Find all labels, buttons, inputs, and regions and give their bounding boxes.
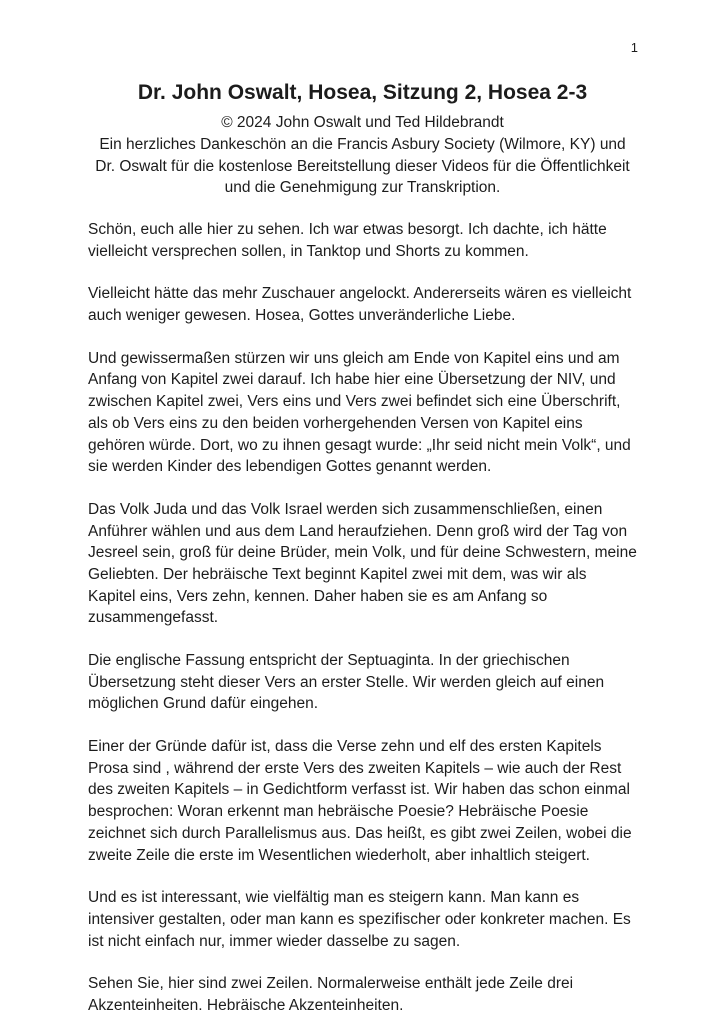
page-title: Dr. John Oswalt, Hosea, Sitzung 2, Hosea 2-3 [137, 81, 588, 104]
paragraph: Vielleicht hätte das mehr Zuschauer angelockt. Andererseits wären es vielleicht auch weniger gewesen. Hosea, Gottes unveränderliche Liebe. [88, 285, 632, 325]
paragraph: Schön, euch alle hier zu sehen. Ich war etwas besorgt. Ich dachte, ich hätte vielleicht versprechen sollen, in Tanktop und Shorts zu kommen. [88, 221, 607, 260]
document-header [88, 80, 637, 199]
paragraph: Das Volk Juda und das Volk Israel werden sich zusammenschließen, einen Anführer wählen und aus dem Land heraufziehen. Denn groß wird der Tag von Jesreel sein, groß für deine Brüder, mein Volk, und für deine Schwestern, meine Geliebten. Der hebräische Text beginnt Kapitel zwei mit dem, was wir als Kapitel eins, Vers zehn, kennen. Daher haben sie es am Anfang so zusammengefasst. [88, 500, 637, 627]
paragraph: Sehen Sie, hier sind zwei Zeilen. Normalerweise enthält jede Zeile drei Akzenteinheiten. Hebräische Akzenteinheiten. [88, 975, 574, 1014]
paragraph: Und gewissermaßen stürzen wir uns gleich am Ende von Kapitel eins und am Anfang von Kapitel zwei darauf. Ich habe hier eine Übersetzung der NIV, und zwischen Kapitel zwei, Vers eins und Vers zwei befindet sich eine Überschrift, als ob Vers eins zu den beiden vorhergehenden Versen von Kapitel eins gehören würde. Dort, wo zu ihnen gesagt wurde: „Ihr seid nicht mein Volk“, und sie werden Kinder des lebendigen Gottes genannt werden. [88, 349, 631, 476]
paragraph: Die englische Fassung entspricht der Septuaginta. In der griechischen Übersetzung steht dieser Vers an erster Stelle. Wir werden gleich auf einen möglichen Grund dafür eingehen. [88, 652, 605, 713]
acknowledgment-text: Ein herzliches Dankeschön an die Francis Asbury Society (Wilmore, KY) und Dr. Oswalt für die kostenlose Bereitstellung dieser Videos für die Öffentlichkeit und die Genehmigung zur Transkription. [95, 135, 630, 197]
copyright-line: © 2024 John Oswalt und Ted Hildebrandt [221, 114, 504, 132]
paragraph: Und es ist interessant, wie vielfältig man es steigern kann. Man kann es intensiver gestalten, oder man kann es spezifischer oder konkreter machen. Es ist nicht einfach nur, immer wieder dasselbe zu sagen. [88, 889, 631, 950]
page-number: 1 [630, 40, 638, 55]
paragraph: Einer der Gründe dafür ist, dass die Verse zehn und elf des ersten Kapitels Prosa sind , während der erste Vers des zweiten Kapitels – wie auch der Rest des zweiten Kapitels – in Gedichtform verfasst ist. Wir haben das schon einmal besprochen: Woran erkennt man hebräische Poesie? Hebräische Poesie zeichnet sich durch Parallelismus aus. Das heißt, es gibt zwei Zeilen, wobei die zweite Zeile die erste im Wesentlichen wiederholt, aber inhaltlich steigert. [88, 738, 632, 864]
document-body [88, 219, 637, 1017]
